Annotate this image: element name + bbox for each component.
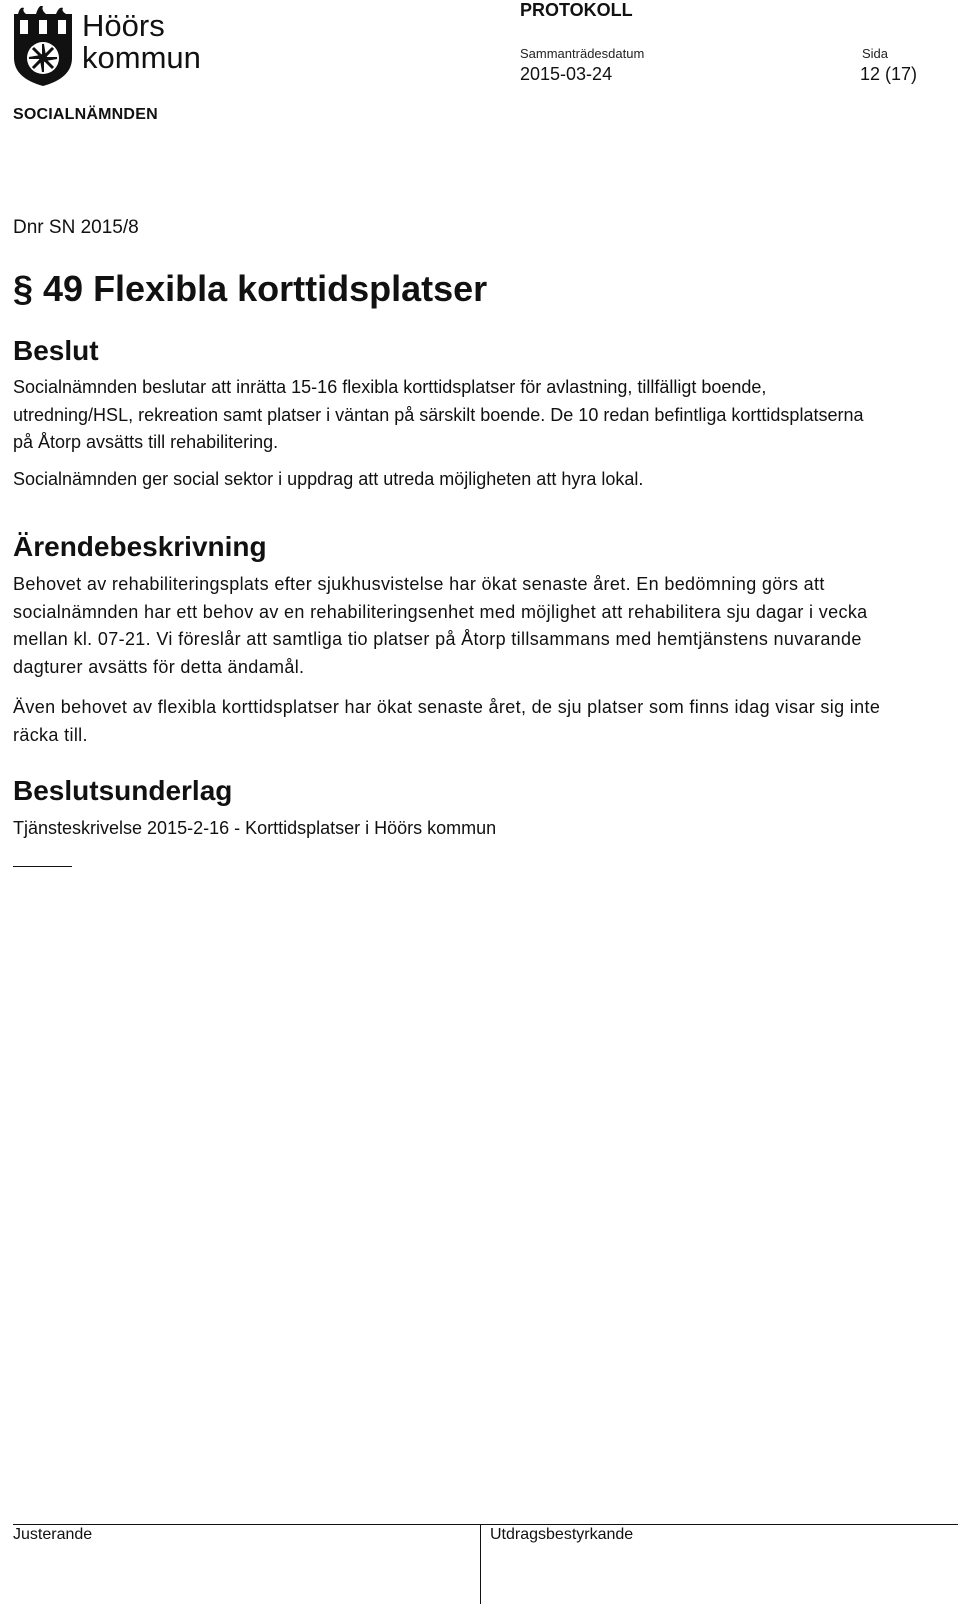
adjuster-signature-label: Justerande [13, 1526, 93, 1543]
page-label: Sida [862, 46, 889, 61]
description-paragraph-1: Behovet av rehabiliteringsplats efter sjukhusvistelse har ökat senaste året. En bedömning görs att socialnämnden har ett behov av en rehabiliteringsenhet med möjlighet att rehabilitera sju dagar i vecka mellan kl. 07-21. Vi föreslår att samtliga tio platser på Åtorp tillsammans med hemtjänstens nuvarande dagturer avsätts för detta ändamål. [13, 574, 868, 677]
extract-certification-label: Utdragsbestyrkande [490, 1526, 634, 1543]
description-paragraph-2: Även behovet av flexibla korttidsplatser har ökat senaste året, de sju platser som finns idag visar sig inte räcka till. [13, 697, 881, 745]
organization-name: SOCIALNÄMNDEN [13, 106, 158, 123]
basis-heading: Beslutsunderlag [13, 775, 233, 806]
basis-item: Tjänsteskrivelse 2015-2-16 - Korttidsplatser i Höörs kommun [13, 818, 497, 838]
logo-line1: Höörs [82, 8, 165, 43]
footer-rule [13, 1524, 958, 1525]
meeting-date: 2015-03-24 [520, 64, 613, 84]
decision-heading: Beslut [13, 335, 99, 366]
case-number: Dnr SN 2015/8 [13, 217, 139, 238]
meeting-date-label: Sammanträdesdatum [520, 46, 645, 61]
decision-paragraph-1: Socialnämnden beslutar att inrätta 15-16 flexibla korttidsplatser för avlastning, tillfälligt boende, utredning/HSL, rekreation samt platser i väntan på särskilt boende. De 10 redan befintliga korttidsplatserna på Åtorp avsätts till rehabilitering. [13, 377, 864, 452]
logo-line2: kommun [82, 40, 201, 75]
section-title: § 49 Flexibla korttidsplatser [13, 268, 488, 309]
footer-divider [480, 1524, 481, 1604]
document-type: PROTOKOLL [520, 0, 633, 20]
municipal-coat-of-arms-icon [12, 6, 217, 90]
decision-paragraph-2: Socialnämnden ger social sektor i uppdrag att utreda möjligheten att hyra lokal. [13, 469, 644, 489]
page-number: 12 (17) [860, 64, 918, 84]
logo [12, 6, 217, 90]
divider [13, 866, 72, 867]
description-heading: Ärendebeskrivning [13, 531, 267, 562]
